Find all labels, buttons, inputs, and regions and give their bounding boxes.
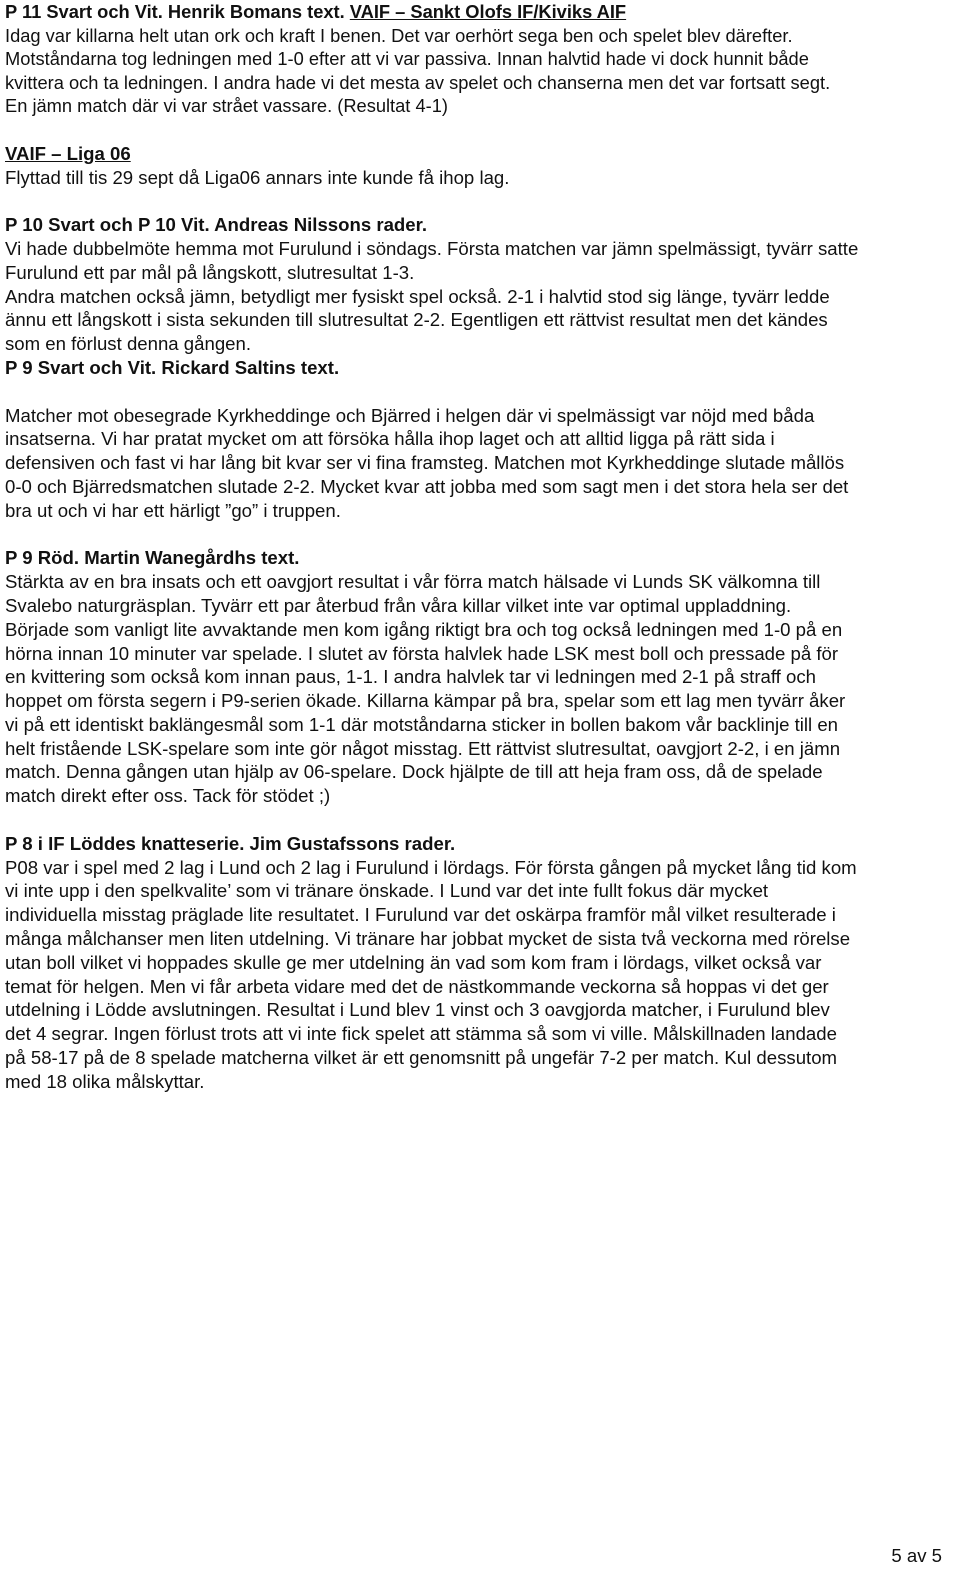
paragraph-line: ännu ett långskott i sista sekunden till slutresultat 2-2. Egentligen ett rättvist resultat men det kändes bbox=[5, 309, 828, 331]
section-p9-rod bbox=[5, 546, 950, 808]
paragraph-line: Flyttad till tis 29 sept då Liga06 annars inte kunde få ihop lag. bbox=[5, 166, 510, 188]
paragraph-line: utan boll vilket vi hoppades skulle ge mer utdelning än vad som kom fram i lördags, vilket också var bbox=[5, 951, 822, 973]
paragraph-line: Andra matchen också jämn, betydligt mer fysiskt spel också. 2-1 i halvtid stod sig länge, tyvärr ledde bbox=[5, 285, 830, 307]
section-p8 bbox=[5, 832, 950, 1094]
heading-text: P 11 Svart och Vit. Henrik Bomans text. bbox=[5, 1, 345, 22]
heading-match-link: VAIF – Sankt Olofs IF/Kiviks AIF bbox=[349, 1, 627, 22]
paragraph-line: Började som vanligt lite avvaktande men kom igång riktigt bra och tog också ledningen med 1-0 på en bbox=[5, 618, 843, 640]
paragraph-line: bra ut och vi har ett härligt ”go” i truppen. bbox=[5, 499, 341, 521]
paragraph-line: 0-0 och Bjärredsmatchen slutade 2-2. Mycket kvar att jobba med som sagt men i det stora hela ser det bbox=[5, 475, 849, 497]
section-p11 bbox=[5, 0, 950, 118]
section-p9-svart-vit bbox=[5, 356, 950, 523]
paragraph-line: Vi hade dubbelmöte hemma mot Furulund i söndags. Första matchen var jämn spelmässigt, tyvärr satte bbox=[5, 237, 859, 259]
section-heading bbox=[5, 0, 950, 24]
paragraph-line: match direkt efter oss. Tack för stödet ;) bbox=[5, 785, 331, 807]
paragraph-line: många målchanser men liten utdelning. Vi tränare har jobbat mycket de sista två veckorna med rörelse bbox=[5, 928, 851, 950]
paragraph-line: vi inte upp i den spelkvalite’ som vi tränare önskade. I Lund var det inte fullt fokus där mycket bbox=[5, 880, 769, 902]
section-p10 bbox=[5, 213, 950, 356]
paragraph-line: en kvittering som också kom innan paus, 1-1. I andra halvlek tar vi ledningen med 2-1 på straff och bbox=[5, 666, 816, 688]
paragraph-line: temat för helgen. Men vi får arbeta vidare med det de nästkommande veckorna så hoppas vi det ger bbox=[5, 975, 829, 997]
paragraph-line: hoppet om första segern i P9-serien ökade. Killarna kämpar på bra, spelar som ett lag men tyvärr åker bbox=[5, 690, 846, 712]
spacer bbox=[5, 523, 950, 547]
paragraph-line: Furulund ett par mål på långskott, slutresultat 1-3. bbox=[5, 261, 415, 283]
spacer bbox=[5, 808, 950, 832]
paragraph-line: hörna innan 10 minuter var spelade. I slutet av första halvlek hade LSK mest boll och pressade på för bbox=[5, 642, 839, 664]
paragraph-line: det 4 segrar. Ingen förlust trots att vi inte fick spelet att stämma så som vi ville. Målskillnaden landade bbox=[5, 1023, 837, 1045]
paragraph-line: med 18 olika målskyttar. bbox=[5, 1070, 205, 1092]
spacer bbox=[5, 189, 950, 213]
paragraph-line: Svalebo naturgräsplan. Tyvärr ett par återbud från våra killar vilket inte var optimal uppladdning. bbox=[5, 594, 792, 616]
section-heading: VAIF – Liga 06 bbox=[5, 142, 131, 164]
paragraph-line: som en förlust denna gången. bbox=[5, 333, 252, 355]
document-page bbox=[5, 0, 950, 1094]
spacer bbox=[5, 380, 950, 404]
paragraph-line: på 58-17 på de 8 spelade matcherna vilket är ett genomsnitt på ungefär 7-2 per match. Kul dessutom bbox=[5, 1047, 838, 1069]
paragraph-line: insatserna. Vi har pratat mycket om att försöka hålla ihop laget och att alltid ligga på rätt sida i bbox=[5, 428, 775, 450]
paragraph-line: match. Denna gången utan hjälp av 06-spelare. Dock hjälpte de till att heja fram oss, då de spelade bbox=[5, 761, 823, 783]
page-number: 5 av 5 bbox=[891, 1545, 942, 1566]
paragraph-line: helt fristående LSK-spelare som inte gör något misstag. Ett rättvist slutresultat, oavgjort 2-2, i en jämn bbox=[5, 737, 841, 759]
paragraph-line: individuella misstag präglade lite resultatet. I Furulund var det oskärpa framför mål vilket resulterade i bbox=[5, 904, 836, 926]
spacer bbox=[5, 118, 950, 142]
paragraph-line: utdelning i Lödde avslutningen. Resultat i Lund blev 1 vinst och 3 oavgjorda matcher, i Furulund blev bbox=[5, 999, 830, 1021]
section-vaif-liga06 bbox=[5, 142, 950, 190]
section-heading: P 8 i IF Löddes knatteserie. Jim Gustafssons rader. bbox=[5, 832, 456, 854]
paragraph-line: kvittera och ta ledningen. I andra hade vi det mesta av spelet och chanserna men det var fortsatt segt. bbox=[5, 71, 831, 93]
section-heading: P 10 Svart och P 10 Vit. Andreas Nilssons rader. bbox=[5, 214, 428, 236]
section-heading: P 9 Röd. Martin Wanegårdhs text. bbox=[5, 547, 300, 569]
section-heading: P 9 Svart och Vit. Rickard Saltins text. bbox=[5, 356, 340, 378]
paragraph-line: Motståndarna tog ledningen med 1-0 efter att vi var passiva. Innan halvtid hade vi dock hunnit både bbox=[5, 48, 809, 70]
paragraph-line: En jämn match där vi var strået vassare. (Resultat 4-1) bbox=[5, 95, 448, 117]
paragraph-line: Idag var killarna helt utan ork och kraft I benen. Det var oerhört sega ben och spelet blev därefter. bbox=[5, 24, 793, 46]
paragraph-line: defensiven och fast vi har lång bit kvar ser vi fina framsteg. Matchen mot Kyrkheddinge slutade mållös bbox=[5, 452, 845, 474]
paragraph-line: vi på ett identiskt baklängesmål som 1-1 där motståndarna sticker in bollen bakom vår backlinje till en bbox=[5, 713, 838, 735]
paragraph-line: Stärkta av en bra insats och ett oavgjort resultat i vår förra match hälsade vi Lunds SK välkomna till bbox=[5, 571, 821, 593]
paragraph-line: P08 var i spel med 2 lag i Lund och 2 lag i Furulund i lördags. För första gången på mycket lång tid kom bbox=[5, 856, 857, 878]
paragraph-line: Matcher mot obesegrade Kyrkheddinge och Bjärred i helgen där vi spelmässigt var nöjd med båda bbox=[5, 404, 815, 426]
